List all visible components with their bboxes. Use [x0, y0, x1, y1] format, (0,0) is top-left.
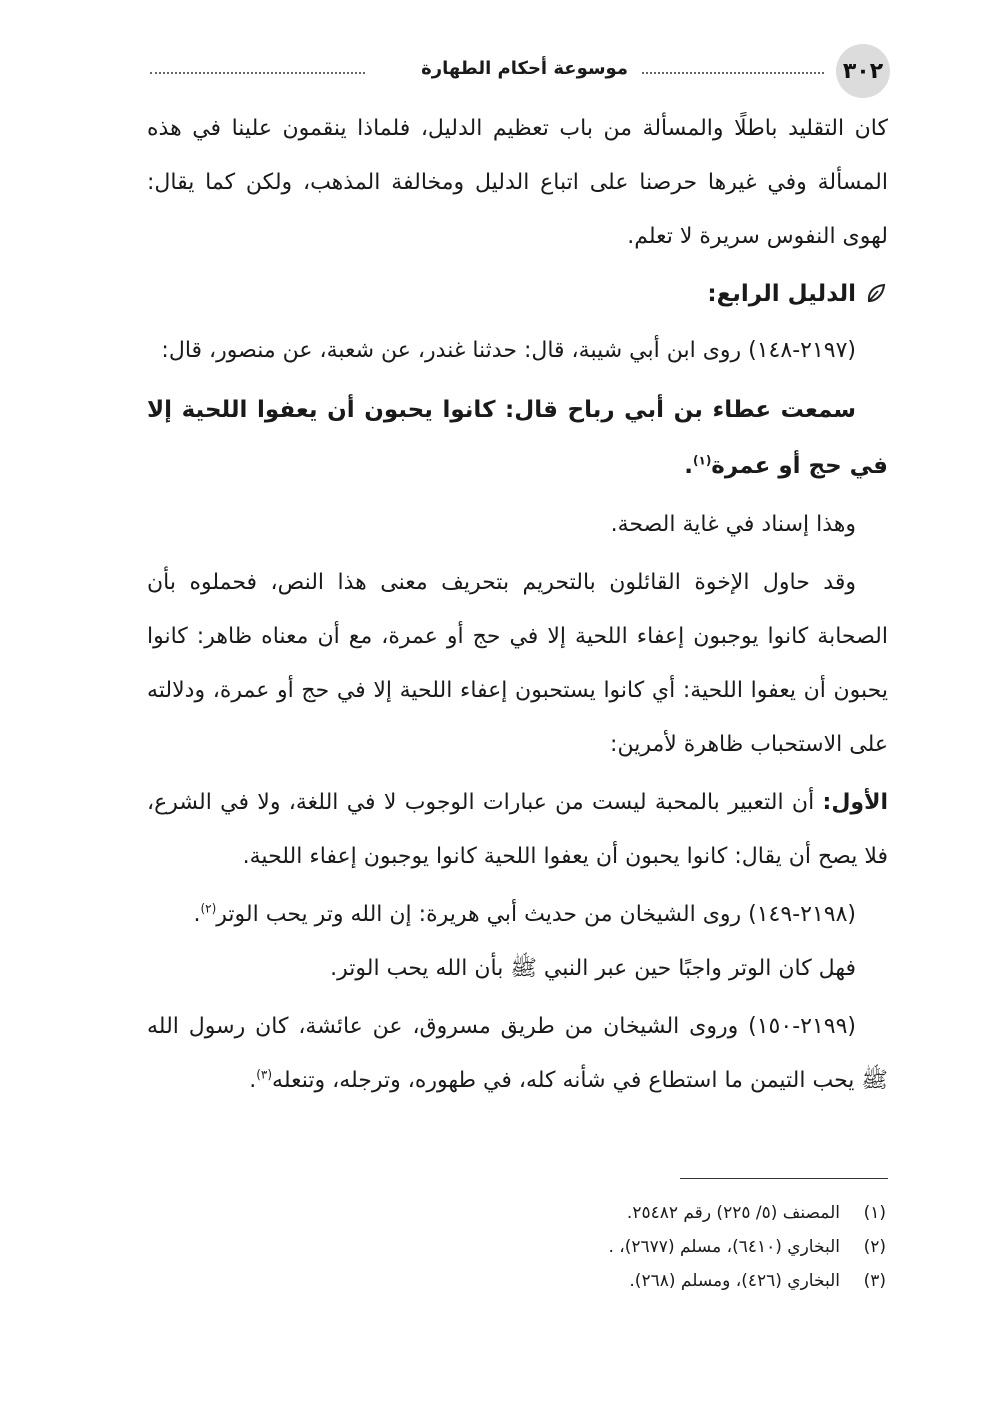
- section-heading: [147, 264, 888, 324]
- footnote-divider: [680, 1178, 888, 1179]
- paragraph-8: (٢١٩٩-١٥٠) وروى الشيخان من طريق مسروق، عن عائشة، كان رسول الله ﷺ يحب التيمن ما استطاع في شأنه كله، في طهوره، وترجله، وتنعله$^{(٣)}$.: [147, 1014, 888, 1093]
- first-reason-label: الأول:: [822, 790, 888, 815]
- footnote-text: البخاري (٤٢٦)، ومسلم (٢٦٨).: [629, 1271, 840, 1291]
- paragraph-2: (٢١٩٧-١٤٨) روى ابن أبي شيبة، قال: حدثنا غندر، عن شعبة، عن منصور، قال:: [161, 338, 856, 363]
- page-number: ٣٠٢: [842, 58, 884, 84]
- heading-text: الدليل الرابع:: [707, 281, 856, 307]
- header-dots-left: [150, 72, 365, 74]
- quote-paragraph: سمعت عطاء بن أبي رباح قال: كانوا يحبون أن يعفوا اللحية إلا في حج أو عمرة$^{(١)}$.: [147, 397, 888, 479]
- paragraph-7: فهل كان الوتر واجبًا حين عبر النبي ﷺ بأن الله يحب الوتر.: [330, 956, 856, 981]
- paragraph-6: (٢١٩٨-١٤٩) روى الشيخان من حديث أبي هريرة: إن الله وتر يحب الوتر$^{(٢)}$.: [193, 901, 856, 927]
- footnote-ref-1[interactable]: (١): [693, 453, 712, 468]
- footnote-item: [286, 1196, 886, 1230]
- footnote-number: (٣): [863, 1271, 886, 1291]
- footnotes: [286, 1196, 886, 1298]
- page-number-badge: [836, 44, 890, 98]
- footnote-ref-3[interactable]: (٣): [256, 1067, 273, 1082]
- book-title: موسوعة أحكام الطهارة: [421, 58, 628, 79]
- header-dots-right: [642, 72, 824, 74]
- footnote-number: (٢): [863, 1237, 886, 1257]
- paragraph-5: [147, 776, 888, 884]
- footnote-item: [286, 1230, 886, 1264]
- leaf-ornament-icon: [864, 282, 888, 306]
- paragraph-3: وهذا إسناد في غاية الصحة.: [610, 512, 856, 537]
- page-header: [150, 44, 890, 104]
- page-body: [147, 102, 888, 1108]
- hadith-2199: (٢١٩٩-١٥٠) وروى الشيخان من طريق مسروق، عن عائشة، كان رسول الله ﷺ يحب التيمن ما استطاع في شأنه كله، في طهوره، وترجله، وتنعله: [147, 1014, 888, 1093]
- quote-text: سمعت عطاء بن أبي رباح قال: كانوا يحبون أن يعفوا اللحية إلا في حج أو عمرة: [147, 397, 888, 479]
- footnote-text: المصنف (٥/ ٢٢٥) رقم ٢٥٤٨٢.: [626, 1203, 840, 1223]
- footnote-text: البخاري (٦٤١٠)، مسلم (٢٦٧٧)، .: [608, 1237, 840, 1257]
- hadith-2198: (٢١٩٨-١٤٩) روى الشيخان من حديث أبي هريرة: إن الله وتر يحب الوتر: [216, 902, 856, 927]
- first-reason-text: أن التعبير بالمحبة ليست من عبارات الوجوب لا في اللغة، ولا في الشرع، فلا يصح أن يقال: كانوا يحبون أن يعفوا اللحية كانوا يوجبون إعفاء اللحية.: [147, 790, 888, 869]
- footnote-number: (١): [863, 1203, 886, 1223]
- footnote-item: [286, 1264, 886, 1298]
- footnote-ref-2[interactable]: (٢): [200, 901, 217, 916]
- paragraph-4: وقد حاول الإخوة القائلون بالتحريم بتحريف معنى هذا النص، فحملوه بأن الصحابة كانوا يوجبون إعفاء اللحية إلا في حج أو عمرة، مع أن معناه ظاهر: كانوا يحبون أن يعفوا اللحية: أي كانوا يستحبون إعفاء اللحية إلا في حج أو عمرة، ودلالته على الاستحباب ظاهرة لأمرين:: [147, 570, 888, 757]
- paragraph-1: كان التقليد باطلًا والمسألة من باب تعظيم الدليل، فلماذا ينقمون علينا في هذه المسألة وفي غيرها حرصنا على اتباع الدليل ومخالفة المذهب، ولكن كما يقال: لهوى النفوس سريرة لا تعلم.: [147, 116, 888, 249]
